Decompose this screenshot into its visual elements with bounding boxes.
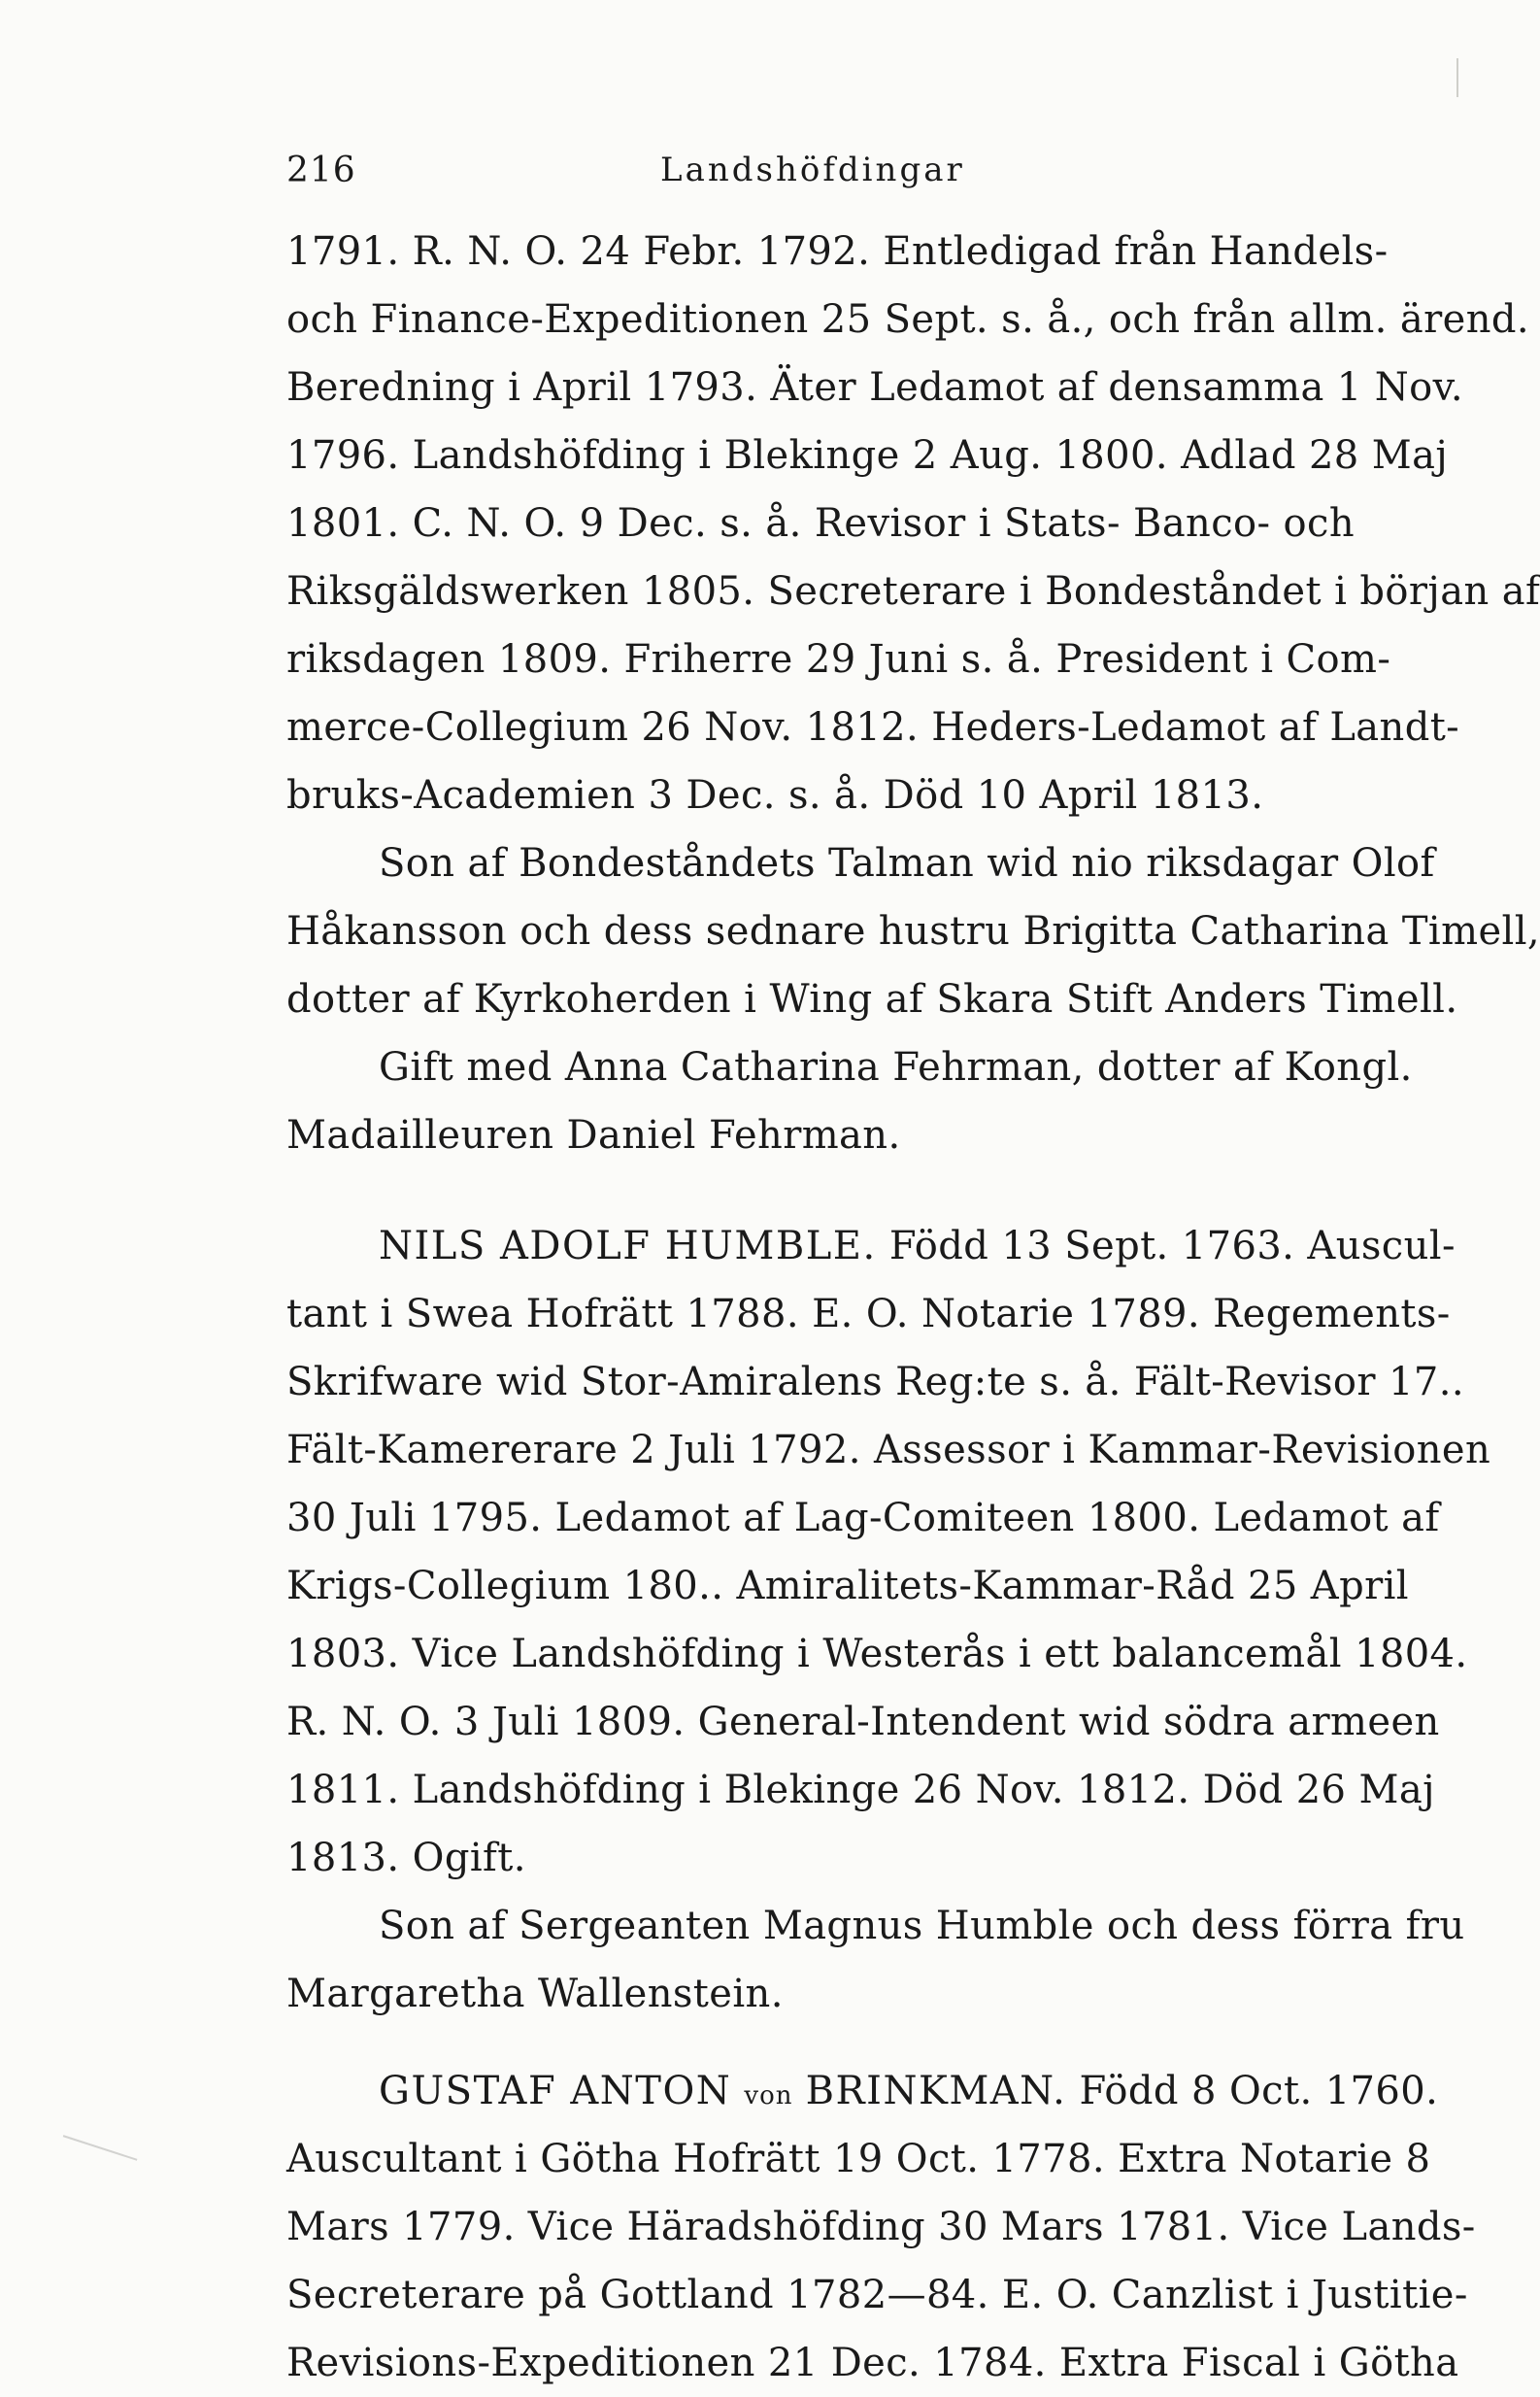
text-line: Auscultant i Götha Hofrätt 19 Oct. 1778. Extra Notarie 8 (286, 2137, 1431, 2181)
text-line: 1791. R. N. O. 24 Febr. 1792. Entledigad från Handels- (286, 229, 1389, 274)
text-line: Skrifware wid Stor-Amiralens Reg:te s. å. Fält-Revisor 17.. (286, 1360, 1464, 1404)
entry-2-career (286, 1212, 1491, 1892)
page-number: 216 (286, 151, 356, 190)
text-line: dotter af Kyrkoherden i Wing af Skara Stift Anders Timell. (286, 977, 1458, 1022)
text-line: Revisions-Expeditionen 21 Dec. 1784. Extra Fiscal i Götha (286, 2341, 1459, 2385)
text-line: Riksgäldswerken 1805. Secreterare i Bondeståndet i början af (286, 569, 1540, 614)
entry-3-career (286, 2057, 1476, 2397)
entry-heading-line (286, 1212, 1456, 1280)
entry-2-parents (286, 1892, 1465, 2028)
running-title: Landshöfdingar (660, 151, 965, 189)
text-line: och Finance-Expeditionen 25 Sept. s. å., och från allm. ärend. (286, 297, 1530, 342)
text-line: riksdagen 1809. Friherre 29 Juni s. å. President i Com- (286, 637, 1391, 682)
entry-gap (286, 1169, 1355, 1212)
text-line: Fält-Kamererare 2 Juli 1792. Assessor i Kammar-Revisionen (286, 1428, 1491, 1472)
text-line: 1803. Vice Landshöfding i Westerås i ett balancemål 1804. (286, 1632, 1468, 1676)
text-line: tant i Swea Hofrätt 1788. E. O. Notarie 1789. Regements- (286, 1292, 1451, 1336)
text-line: Krigs-Collegium 180.. Amiralitets-Kammar-Råd 25 April (286, 1564, 1410, 1608)
text-line: 1801. C. N. O. 9 Dec. s. å. Revisor i Stats- Banco- och (286, 501, 1355, 546)
entry-gap (286, 2028, 1355, 2057)
text-line: 1811. Landshöfding i Blekinge 26 Nov. 1812. Död 26 Maj (286, 1768, 1435, 1812)
page-header (286, 151, 986, 199)
text-line: merce-Collegium 26 Nov. 1812. Heders-Ledamot af Landt- (286, 705, 1460, 750)
entry-1-marriage (286, 1033, 1413, 1169)
person-name-last: BRINKMAN. (805, 2069, 1067, 2113)
text-line-rest: Född 13 Sept. 1763. Auscul- (888, 1224, 1456, 1268)
text-line: Mars 1779. Vice Häradshöfding 30 Mars 1781. Vice Lands- (286, 2205, 1476, 2249)
text-line-rest: Född 8 Oct. 1760. (1079, 2069, 1439, 2113)
text-line: Secreterare på Gottland 1782—84. E. O. Canzlist i Justitie- (286, 2273, 1468, 2317)
text-line: Gift med Anna Catharina Fehrman, dotter af Kongl. (379, 1045, 1413, 1090)
text-line: 1813. Ogift. (286, 1836, 526, 1880)
text-line: Son af Sergeanten Magnus Humble och dess förra fru (379, 1904, 1465, 1948)
person-name-particle: von (744, 2081, 793, 2110)
person-name: NILS ADOLF HUMBLE. (379, 1224, 877, 1268)
text-line: Madailleuren Daniel Fehrman. (286, 1113, 901, 1158)
text-line: Son af Bondeståndets Talman wid nio riksdagar Olof (379, 841, 1435, 886)
text-line: Margaretha Wallenstein. (286, 1972, 784, 2016)
paper-smudge (57, 2135, 138, 2179)
person-name-first: GUSTAF ANTON (379, 2069, 732, 2113)
text-line: 30 Juli 1795. Ledamot af Lag-Comiteen 1800. Ledamot af (286, 1496, 1440, 1540)
body-text (286, 218, 1540, 2397)
text-line: R. N. O. 3 Juli 1809. General-Intendent wid södra armeen (286, 1700, 1440, 1744)
entry-1-career (286, 218, 1540, 829)
page-edge-mark (1456, 58, 1458, 97)
text-line: bruks-Academien 3 Dec. s. å. Död 10 April 1813. (286, 773, 1264, 818)
entry-heading-line (286, 2057, 1439, 2125)
text-line: Beredning i April 1793. Äter Ledamot af densamma 1 Nov. (286, 365, 1464, 410)
text-line: Håkansson och dess sednare hustru Brigitta Catharina Timell, (286, 909, 1540, 954)
entry-1-parents (286, 829, 1540, 1033)
text-line: 1796. Landshöfding i Blekinge 2 Aug. 1800. Adlad 28 Maj (286, 433, 1449, 478)
